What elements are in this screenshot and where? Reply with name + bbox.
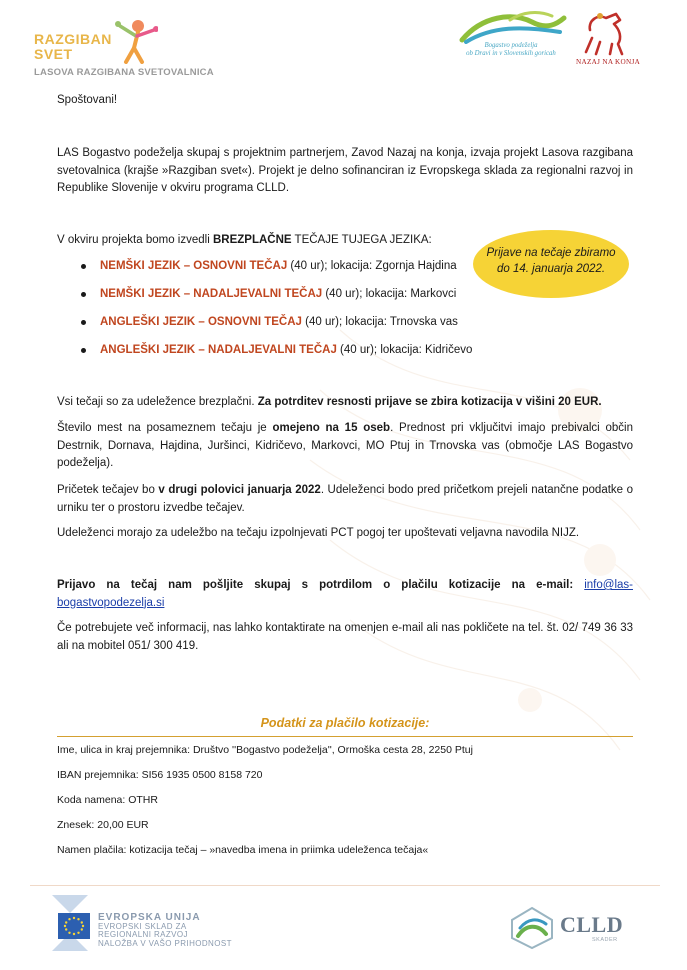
logo-title: RAZGIBAN SVET — [34, 31, 112, 62]
application-paragraph: Prijavo na tečaj nam pošljite skupaj s potrdilom o plačilu kotizacije na e-mail: info@las-bogastvopodezelja.si — [57, 579, 633, 609]
bullet-icon — [81, 320, 86, 325]
razgiban-svet-logo — [30, 18, 230, 80]
email-link[interactable]: info@las-bogastvopodezelja.si — [57, 579, 633, 609]
bullet-icon — [81, 264, 86, 269]
payment-amount: Znesek: 20,00 EUR — [57, 819, 149, 831]
bullet-icon — [81, 292, 86, 297]
dancing-figure-icon — [110, 18, 158, 64]
logo-bp-text: Bogastvo podeželja ob Dravi in v Slovenskih goricah — [466, 42, 556, 57]
payment-reference: Namen plačila: kotizacija tečaj – »navedba imena in priimka udeleženca tečaja« — [57, 844, 429, 856]
letterhead — [0, 0, 687, 85]
bullet-icon — [81, 348, 86, 353]
payment-purpose-code: Koda namena: OTHR — [57, 794, 158, 806]
payment-recipient: Ime, ulica in kraj prejemnika: Društvo ''Bogastvo podeželja'', Ormoška cesta 28, 2250 Ptuj — [57, 744, 473, 756]
footer-divider — [30, 885, 660, 886]
greeting: Spoštovani! — [57, 94, 118, 106]
logo-subtitle: LASOVA RAZGIBANA SVETOVALNICA — [34, 67, 214, 78]
deadline-callout: Prijave na tečaje zbiramo do 14. januarja 2022. — [473, 230, 629, 298]
bogastvo-podezelja-logo — [452, 10, 570, 72]
landscape-icon — [452, 10, 570, 44]
clld-emblem-icon — [508, 906, 556, 950]
pct-paragraph: Udeleženci morajo za udeležbo na tečaju izpolnjevati PCT pogoj ter upoštevati veljavna navodila NIJZ. — [57, 527, 580, 539]
free-notice: Vsi tečaji so za udeležence brezplačni. Za potrditev resnosti prijave se zbira kotizacija v višini 20 EUR. — [57, 396, 602, 408]
start-date-paragraph: Pričetek tečajev bo v drugi polovici januarja 2022. Udeleženci bodo pred pričetkom prejeli natančne podatke o urniku ter o prostoru izvedbe tečajev. — [57, 484, 633, 514]
payment-section-title: Podatki za plačilo kotizacije: — [260, 716, 430, 730]
divider — [57, 736, 633, 737]
payment-iban: IBAN prejemnika: SI56 1935 0500 8158 720 — [57, 769, 263, 781]
horse-icon — [576, 8, 636, 58]
clld-logo: CLLD SKADER — [508, 906, 634, 950]
eu-funding-text: EVROPSKA UNIJA EVROPSKI SKLAD ZA REGIONALNI RAZVOJ NALOŽBA V VAŠO PRIHODNOST — [98, 912, 232, 948]
participant-limit-paragraph: Število mest na posameznem tečaju je omejeno na 15 oseb. Prednost pri vključitvi imajo prebivalci občin Destrnik, Dornava, Hajdina, Juršinci, Kidričevo, Markovci, MO Ptuj in Trnovska vas (območje LAS Bogastvo podeželja). — [57, 422, 633, 469]
intro-paragraph: LAS Bogastvo podeželja skupaj s projektnim partnerjem, Zavod Nazaj na konja, izvaja projekt Lasova razgibana svetovalnica (krajše »Razgiban svet«). Projekt je delno sofinanciran iz Evropskega sklada za regionalni razvoj in Republike Slovenije v okviru programa CLLD. — [57, 147, 633, 194]
courses-intro: V okviru projekta bomo izvedli BREZPLAČNE TEČAJE TUJEGA JEZIKA: — [57, 234, 432, 246]
nazaj-na-konja-logo: NAZAJ NA KONJA — [576, 8, 636, 72]
contact-paragraph: Če potrebujete več informacij, nas lahko kontaktirate na omenjen e-mail ali nas pokličete na tel. št. 02/ 749 36 33 ali na mobitel 051/ 300 419. — [57, 622, 633, 652]
eu-flag-icon — [58, 913, 90, 939]
